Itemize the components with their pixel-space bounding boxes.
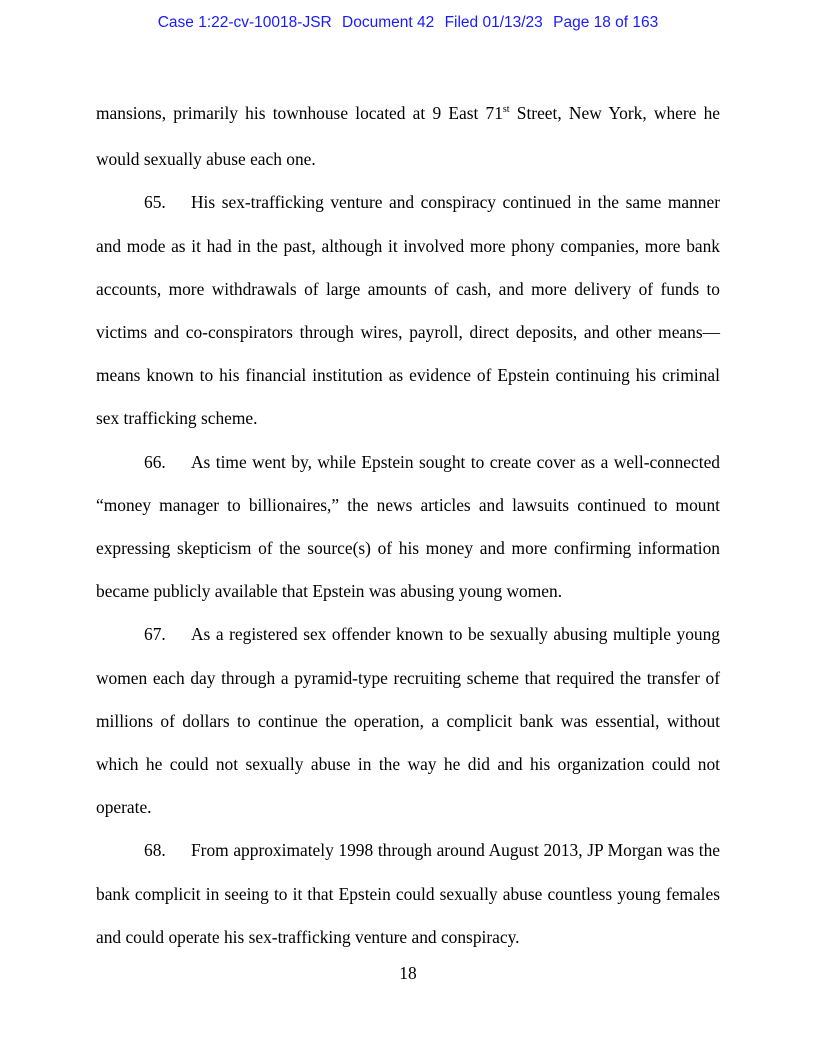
paragraph-number: 68. — [144, 840, 166, 861]
paragraph-67 — [96, 613, 720, 829]
case-number: Case 1:22-cv-10018-JSR — [157, 14, 332, 31]
page-count: Page 18 of 163 — [553, 14, 659, 31]
paragraph-text: His sex-trafficking venture and conspiracy continued in the same manner and mode as it had in the past, although it involved more phony companies, more bank accounts, more withdrawals of large amounts of cash, and more delivery of funds to victims and co-conspirators through wires, payroll, direct deposits, and other means—means known to his financial institution as evidence of Epstein continuing his criminal sex trafficking scheme. — [96, 192, 720, 429]
paragraph-continuation — [96, 92, 720, 181]
case-header — [0, 14, 816, 32]
paragraph-text: As time went by, while Epstein sought to create cover as a well-connected “money manager to billionaires,” the news articles and lawsuits continued to mount expressing skepticism of the source(s) of his money and more confirming information became publicly available that Epstein was abusing young women. — [96, 451, 720, 602]
paragraph-number: 67. — [144, 624, 166, 645]
paragraph-text-before-superscript: mansions, primarily his townhouse located at 9 East 71 — [96, 103, 503, 123]
paragraph-68 — [96, 829, 720, 959]
paragraph-number: 65. — [144, 192, 166, 213]
paragraph-66 — [96, 441, 720, 614]
paragraph-text-after-superscript: Street, New York, where he would sexually abuse each one. — [96, 103, 720, 170]
body-text — [96, 92, 720, 959]
paragraph-text: From approximately 1998 through around August 2013, JP Morgan was the bank complicit in seeing to it that Epstein could sexually abuse countless young females and could operate his sex-trafficking venture and conspiracy. — [96, 840, 720, 947]
page-number: 18 — [399, 963, 417, 983]
paragraph-text: As a registered sex offender known to be sexually abusing multiple young women each day through a pyramid-type recruiting scheme that required the transfer of millions of dollars to continue the operation, a complicit bank was essential, without which he could not sexually abuse in the way he did and his organization could not operate. — [96, 624, 720, 818]
document-number: Document 42 — [342, 14, 435, 31]
ordinal-superscript: st — [502, 104, 510, 115]
paragraph-number: 66. — [144, 451, 166, 472]
filed-date: Filed 01/13/23 — [444, 14, 543, 31]
paragraph-65 — [96, 181, 720, 440]
